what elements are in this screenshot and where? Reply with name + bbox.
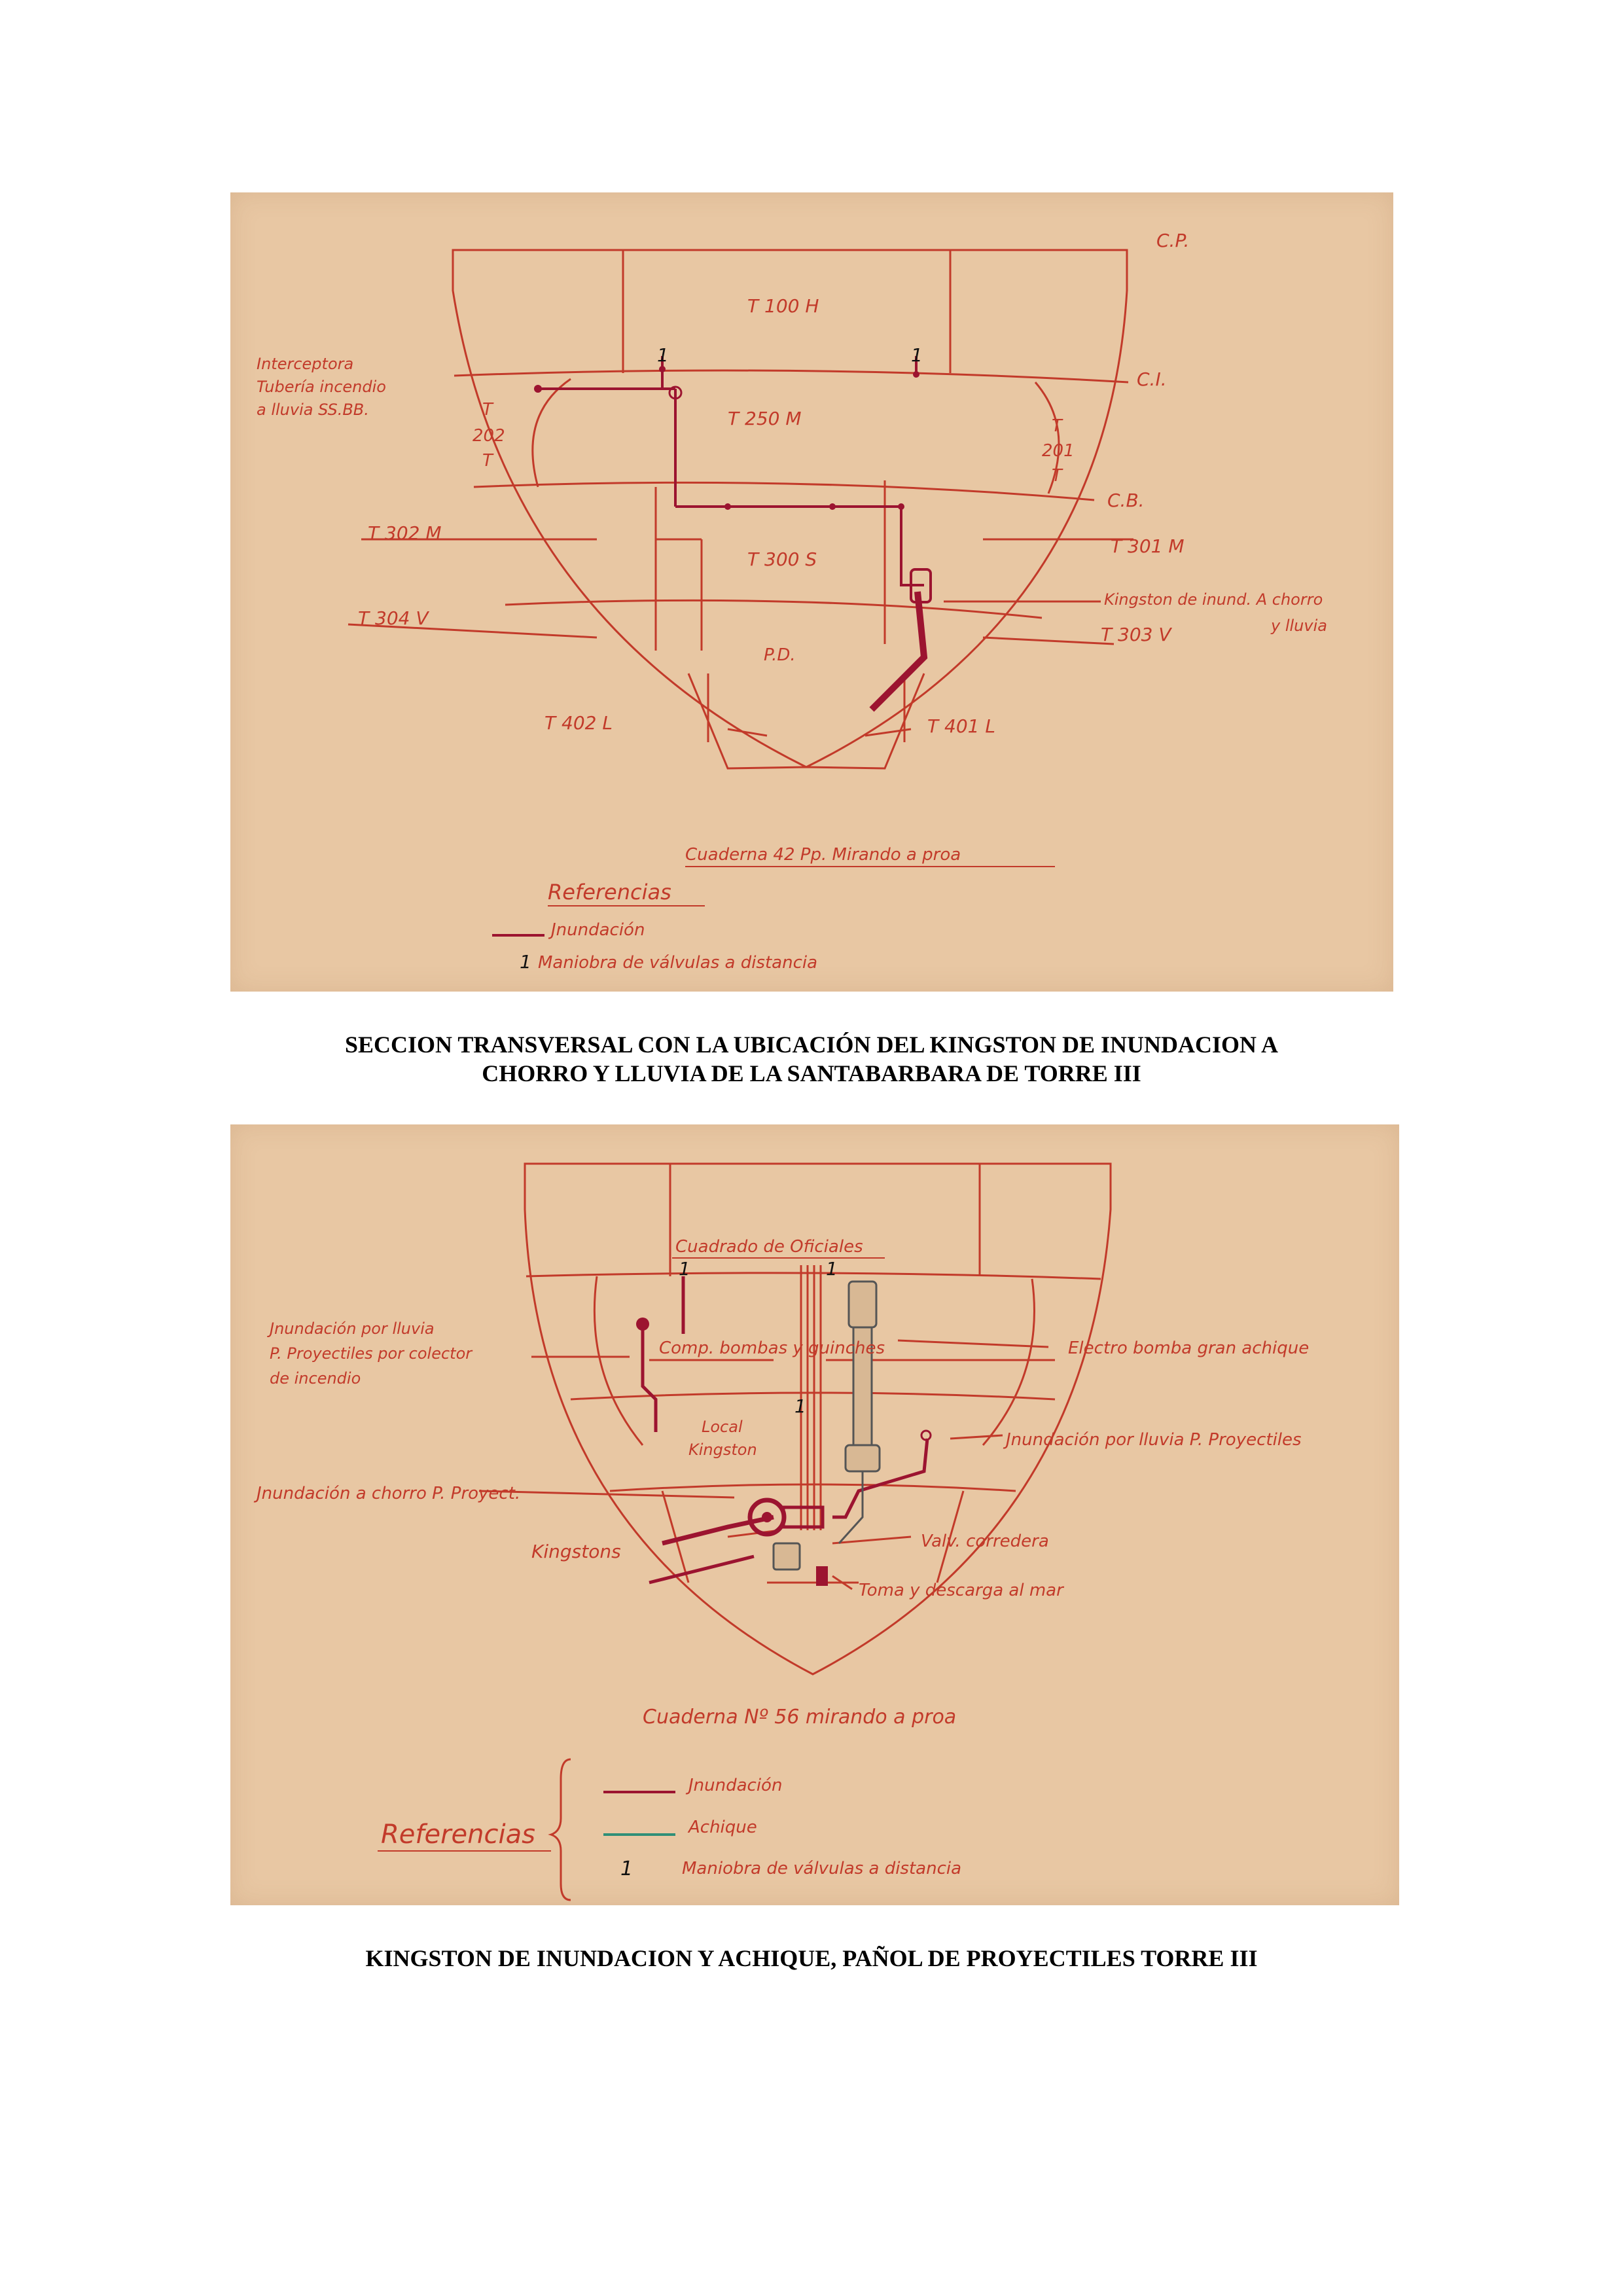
label-cb: C.B.	[1107, 490, 1145, 511]
label-inund-lluvia-2: P. Proyectiles por colector	[270, 1344, 473, 1363]
label-t100: T 100 H	[747, 295, 819, 317]
references-title: Referencias	[548, 880, 671, 905]
label-t304: T 304 V	[358, 607, 429, 629]
figure-1-drawing	[230, 192, 1393, 992]
label-comp: Comp. bombas y guinches	[659, 1338, 885, 1358]
frame-caption: Cuaderna 42 Pp. Mirando a proa	[685, 845, 961, 865]
label-inund-chorro: Jnundación a chorro P. Proyect.	[257, 1484, 521, 1503]
label-cuadrado: Cuadrado de Oficiales	[675, 1237, 863, 1257]
label-t202-b: 202	[473, 426, 505, 446]
label-t201-c: T	[1052, 466, 1062, 486]
label-t303: T 303 V	[1101, 624, 1171, 645]
label-interceptora-1: Interceptora	[257, 355, 354, 373]
label-cp: C.P.	[1156, 230, 1190, 251]
deck-cb	[474, 482, 1094, 500]
label-valv: Valv. corredera	[921, 1532, 1049, 1551]
label-t302: T 302 M	[368, 522, 442, 544]
valve-marker-2b: 1	[826, 1258, 838, 1280]
label-t250: T 250 M	[728, 408, 802, 429]
label-toma: Toma y descarga al mar	[859, 1581, 1063, 1600]
caption-1-line-2: CHORRO Y LLUVIA DE LA SANTABARBARA DE TORRE III	[482, 1060, 1141, 1086]
label-kingston-2: y lluvia	[1271, 617, 1327, 635]
valve-marker-2c: 1	[794, 1395, 806, 1417]
hull-outline	[453, 250, 1127, 767]
label-t301: T 301 M	[1111, 535, 1185, 557]
valve-marker-b: 1	[911, 344, 923, 366]
figure-2-drawing	[230, 1124, 1399, 1905]
label-local-2: Kingston	[688, 1441, 757, 1459]
deck-lower	[505, 600, 1042, 618]
label-local-1: Local	[702, 1418, 743, 1436]
label-t401: T 401 L	[927, 715, 995, 737]
valve-marker-a: 1	[657, 344, 669, 366]
legend-maniobra-2: Maniobra de válvulas a distancia	[682, 1859, 962, 1878]
label-t201-b: 201	[1042, 441, 1075, 461]
references-title-2: Referencias	[381, 1820, 535, 1850]
legend-number-2: 1	[620, 1857, 633, 1880]
caption-2-line-1: KINGSTON DE INUNDACION Y ACHIQUE, PAÑOL DE PROYECTILES TORRE III	[365, 1945, 1258, 1971]
label-t300: T 300 S	[747, 548, 817, 570]
label-t201-a: T	[1052, 416, 1062, 436]
figure-2-kingston-section	[230, 1124, 1399, 1905]
deck-ci	[454, 370, 1128, 382]
label-inund-lluvia-pp: Jnundación por lluvia P. Proyectiles	[1006, 1430, 1302, 1450]
caption-figure-1	[0, 1030, 1623, 1088]
label-t402: T 402 L	[544, 712, 613, 734]
label-interceptora-3: a lluvia SS.BB.	[257, 401, 369, 419]
valve-marker-2a: 1	[679, 1258, 690, 1280]
label-interceptora-2: Tubería incendio	[257, 378, 386, 396]
label-pd: P.D.	[764, 645, 796, 665]
legend-inundacion-2: Jnundación	[688, 1776, 783, 1795]
label-electro: Electro bomba gran achique	[1068, 1338, 1310, 1358]
legend-inundacion: Jnundación	[551, 920, 645, 940]
legend-maniobra: Maniobra de válvulas a distancia	[538, 953, 818, 973]
label-inund-lluvia-3: de incendio	[270, 1369, 361, 1388]
legend-number: 1	[520, 951, 531, 973]
label-ci: C.I.	[1137, 368, 1167, 390]
label-inund-lluvia-1: Jnundación por lluvia	[270, 1319, 435, 1338]
label-kingstons: Kingstons	[531, 1541, 621, 1562]
label-t202-a: T	[482, 400, 493, 420]
label-kingston-1: Kingston de inund. A chorro	[1104, 590, 1323, 609]
caption-1-line-1: SECCION TRANSVERSAL CON LA UBICACIÓN DEL KINGSTON DE INUNDACION A	[345, 1031, 1278, 1058]
flooding-pipe-2	[643, 1276, 927, 1583]
legend-achique: Achique	[688, 1818, 757, 1837]
caption-figure-2	[0, 1944, 1623, 1973]
frame-caption-2: Cuaderna Nº 56 mirando a proa	[643, 1706, 957, 1729]
label-t202-c: T	[482, 451, 493, 471]
figure-1-cross-section	[230, 192, 1393, 992]
